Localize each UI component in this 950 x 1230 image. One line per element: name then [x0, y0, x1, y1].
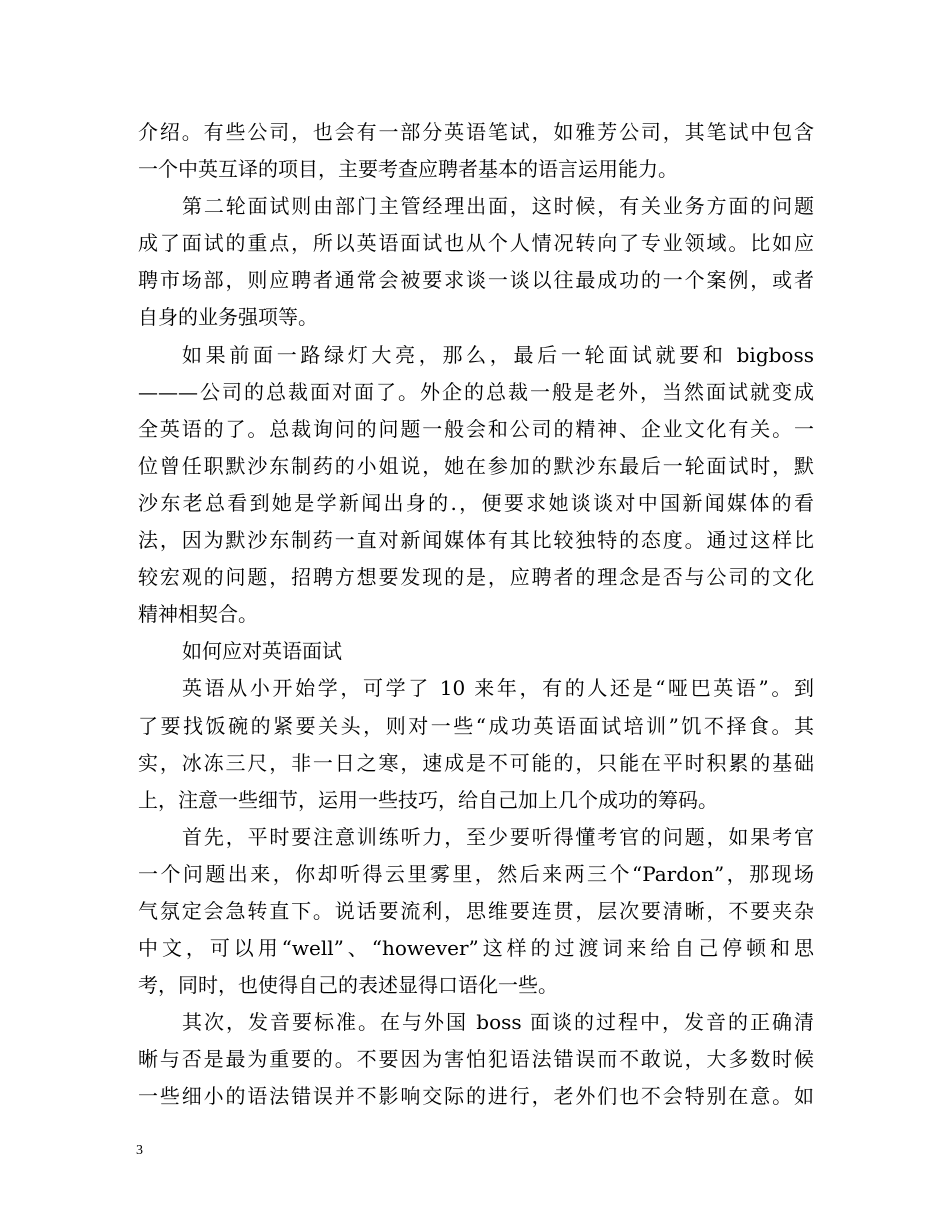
- text-line: 聘市场部，则应聘者通常会被要求谈一谈以往最成功的一个案例，或者: [138, 268, 814, 293]
- paragraph-first-line: 首先，平时要注意训练听力，至少要听得懂考官的问题，如果考官: [182, 824, 814, 849]
- text-line: 介绍。有些公司，也会有一部分英语笔试，如雅芳公司，其笔试中包含: [138, 120, 814, 144]
- section-heading: 如何应对英语面试: [182, 639, 342, 664]
- text-line: 精神相契合。: [138, 602, 258, 627]
- page-number: 3: [136, 1143, 143, 1158]
- text-line: 一个中英互译的项目，主要考查应聘者基本的语言运用能力。: [138, 157, 678, 182]
- text-line: 一个问题出来，你却听得云里雾里，然后来两三个“Pardon”，那现场: [138, 861, 814, 886]
- text-line: 位曾任职默沙东制药的小姐说，她在参加的默沙东最后一轮面试时，默: [138, 453, 814, 478]
- paragraph-first-line: 第二轮面试则由部门主管经理出面，这时候，有关业务方面的问题: [182, 194, 814, 219]
- text-line: 较宏观的问题，招聘方想要发现的是，应聘者的理念是否与公司的文化: [138, 565, 814, 590]
- text-line: 中文，可以用“well”、“however”这样的过渡词来给自己停顿和思: [138, 936, 814, 961]
- text-line: 法，因为默沙东制药一直对新闻媒体有其比较独特的态度。通过这样比: [138, 528, 814, 553]
- text-line: 沙东老总看到她是学新闻出身的.，便要求她谈谈对中国新闻媒体的看: [138, 490, 814, 515]
- body-text: [138, 114, 814, 1116]
- text-line: ———公司的总裁面对面了。外企的总裁一般是老外，当然面试就变成: [138, 379, 814, 404]
- text-line: 晰与否是最为重要的。不要因为害怕犯语法错误而不敢说，大多数时候: [138, 1047, 814, 1072]
- text-line: 上，注意一些细节，运用一些技巧，给自己加上几个成功的筹码。: [138, 787, 718, 812]
- text-line: 自身的业务强项等。: [138, 305, 318, 330]
- paragraph-first-line: 其次，发音要标准。在与外国 boss 面谈的过程中，发音的正确清: [182, 1010, 814, 1035]
- text-line: 成了面试的重点，所以英语面试也从个人情况转向了专业领域。比如应: [138, 231, 814, 256]
- text-line: 一些细小的语法错误并不影响交际的进行，老外们也不会特别在意。如: [138, 1084, 814, 1109]
- text-line: 了要找饭碗的紧要关头，则对一些“成功英语面试培训”饥不择食。其: [138, 713, 814, 738]
- text-line: 实，冰冻三尺，非一日之寒，速成是不可能的，只能在平时积累的基础: [138, 750, 814, 775]
- paragraph-first-line: 英语从小开始学，可学了 10 来年，有的人还是“哑巴英语”。到: [182, 676, 814, 701]
- text-line: 全英语的了。总裁询问的问题一般会和公司的精神、企业文化有关。一: [138, 416, 814, 441]
- text-line: 考，同时，也使得自己的表述显得口语化一些。: [138, 973, 558, 998]
- paragraph-first-line: 如果前面一路绿灯大亮，那么，最后一轮面试就要和 bigboss: [182, 342, 814, 367]
- text-line: 气氛定会急转直下。说话要流利，思维要连贯，层次要清晰，不要夹杂: [138, 898, 814, 923]
